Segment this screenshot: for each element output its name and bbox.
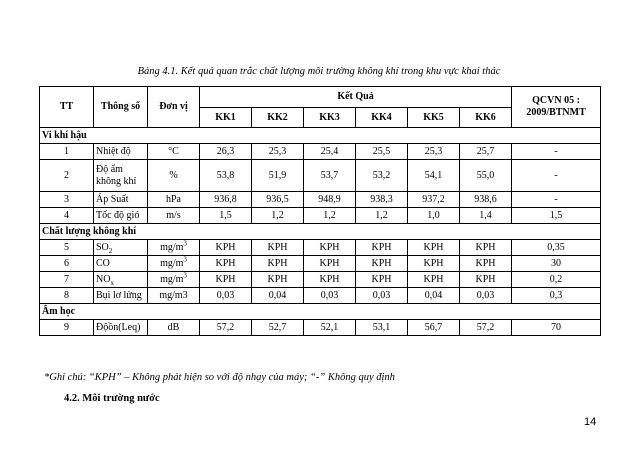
value-cell: 25,4: [304, 144, 356, 160]
value-cell: 937,2: [408, 192, 460, 208]
value-cell: 1,4: [460, 208, 512, 224]
value-cell: 26,3: [200, 144, 252, 160]
value-cell: 1,2: [356, 208, 408, 224]
value-cell: 1,5: [200, 208, 252, 224]
value-cell: KPH: [356, 272, 408, 288]
value-cell: 948,9: [304, 192, 356, 208]
unit: [148, 160, 200, 192]
param-label: NO: [96, 273, 111, 285]
row-number: 8: [40, 288, 94, 304]
value-cell: 936,5: [252, 192, 304, 208]
unit-label: dB: [167, 321, 180, 333]
row-number: 1: [40, 144, 94, 160]
standard-cell: 0,35: [512, 240, 601, 256]
value-cell: 0,04: [408, 288, 460, 304]
value-cell: KPH: [408, 240, 460, 256]
unit-superscript: 3: [183, 271, 187, 280]
standard-cell: 1,5: [512, 208, 601, 224]
unit: [148, 288, 200, 304]
header-tt: TT: [40, 87, 94, 128]
header-site: KK2: [252, 108, 304, 128]
unit-superscript: 3: [183, 255, 187, 264]
table-row: [40, 272, 601, 288]
unit-label: mg/m: [160, 257, 184, 269]
value-cell: 56,7: [408, 320, 460, 336]
value-cell: KPH: [252, 256, 304, 272]
table-row: [40, 208, 601, 224]
value-cell: KPH: [252, 240, 304, 256]
value-cell: 53,7: [304, 160, 356, 192]
row-number: 5: [40, 240, 94, 256]
table-row: [40, 144, 601, 160]
section-title: Chất lượng không khí: [40, 224, 601, 240]
param-label-line2: không khí: [96, 175, 137, 187]
param-label: CO: [96, 257, 110, 269]
value-cell: KPH: [460, 272, 512, 288]
unit: [148, 256, 200, 272]
header-site: KK4: [356, 108, 408, 128]
unit-label: mg/m: [160, 241, 184, 253]
value-cell: 25,3: [252, 144, 304, 160]
value-cell: 57,2: [200, 320, 252, 336]
value-cell: 25,3: [408, 144, 460, 160]
table-row: [40, 288, 601, 304]
value-cell: KPH: [252, 272, 304, 288]
value-cell: KPH: [460, 240, 512, 256]
row-number: 3: [40, 192, 94, 208]
value-cell: 0,03: [304, 288, 356, 304]
row-number: 6: [40, 256, 94, 272]
header-param: Thông số: [94, 87, 148, 128]
value-cell: 0,03: [356, 288, 408, 304]
footnote: *Ghi chú: “KPH” – Không phát hiện so với độ nhạy của máy; “-” Không quy định: [44, 372, 395, 383]
value-cell: KPH: [408, 256, 460, 272]
value-cell: KPH: [304, 256, 356, 272]
unit-label: %: [169, 169, 178, 181]
value-cell: 52,7: [252, 320, 304, 336]
value-cell: 0,03: [200, 288, 252, 304]
page-number: 14: [584, 416, 597, 428]
param-name: [94, 144, 148, 160]
value-cell: 1,0: [408, 208, 460, 224]
table-row: [40, 160, 601, 192]
header-site: KK6: [460, 108, 512, 128]
value-cell: 1,2: [252, 208, 304, 224]
param-name: [94, 256, 148, 272]
standard-cell: 70: [512, 320, 601, 336]
table-row: [40, 320, 601, 336]
value-cell: KPH: [408, 272, 460, 288]
param-label: Độ ẩm: [96, 163, 123, 175]
table-row: [40, 240, 601, 256]
header-unit: Đơn vị: [148, 87, 200, 128]
value-cell: 52,1: [304, 320, 356, 336]
param-name: [94, 208, 148, 224]
unit: [148, 320, 200, 336]
table-row: [40, 256, 601, 272]
unit: [148, 144, 200, 160]
value-cell: 51,9: [252, 160, 304, 192]
unit: [148, 240, 200, 256]
table-row: [40, 192, 601, 208]
section-heading: 4.2. Môi trường nước: [64, 393, 160, 404]
section-title: Âm học: [40, 304, 601, 320]
unit: [148, 192, 200, 208]
value-cell: KPH: [356, 256, 408, 272]
param-name: [94, 288, 148, 304]
value-cell: 54,1: [408, 160, 460, 192]
param-label: Tốc độ gió: [96, 209, 140, 221]
value-cell: 53,1: [356, 320, 408, 336]
param-name: [94, 192, 148, 208]
value-cell: 25,5: [356, 144, 408, 160]
row-number: 2: [40, 160, 94, 192]
param-label: Bụi lơ lửng: [96, 289, 142, 301]
value-cell: 53,2: [356, 160, 408, 192]
row-number: 9: [40, 320, 94, 336]
header-standard: QCVN 05 : 2009/BTNMT: [512, 87, 601, 128]
param-label: Áp Suất: [96, 193, 129, 205]
param-label: Độồn(Leq): [96, 321, 141, 333]
value-cell: KPH: [304, 240, 356, 256]
value-cell: 53,8: [200, 160, 252, 192]
standard-cell: -: [512, 192, 601, 208]
header-site: KK1: [200, 108, 252, 128]
header-site: KK5: [408, 108, 460, 128]
row-number: 7: [40, 272, 94, 288]
value-cell: 0,03: [460, 288, 512, 304]
section-row: [40, 128, 601, 144]
results-table: [39, 86, 601, 336]
table-caption: Bảng 4.1. Kết quả quan trắc chất lượng môi trường không khí trong khu vực khai thác: [137, 66, 501, 77]
standard-cell: 30: [512, 256, 601, 272]
param-name: [94, 240, 148, 256]
value-cell: 938,6: [460, 192, 512, 208]
unit-label: hPa: [166, 193, 181, 205]
value-cell: 936,8: [200, 192, 252, 208]
unit-label: mg/m3: [159, 289, 188, 301]
value-cell: KPH: [200, 272, 252, 288]
unit-superscript: 3: [183, 239, 187, 248]
param-name: [94, 272, 148, 288]
param-subscript: x: [110, 278, 114, 287]
param-subscript: 2: [108, 246, 113, 255]
row-number: 4: [40, 208, 94, 224]
value-cell: 57,2: [460, 320, 512, 336]
header-results: Kết Quả: [200, 87, 512, 108]
value-cell: 25,7: [460, 144, 512, 160]
value-cell: KPH: [460, 256, 512, 272]
unit-label: mg/m: [160, 273, 184, 285]
param-name: [94, 160, 148, 192]
value-cell: 0,04: [252, 288, 304, 304]
param-label: Nhiệt độ: [96, 145, 131, 157]
standard-cell: -: [512, 144, 601, 160]
standard-cell: 0,2: [512, 272, 601, 288]
value-cell: KPH: [200, 256, 252, 272]
standard-cell: -: [512, 160, 601, 192]
unit: [148, 208, 200, 224]
value-cell: KPH: [200, 240, 252, 256]
section-row: [40, 304, 601, 320]
standard-cell: 0,3: [512, 288, 601, 304]
section-title: Vi khí hậu: [40, 128, 601, 144]
header-site: KK3: [304, 108, 356, 128]
value-cell: 55,0: [460, 160, 512, 192]
section-row: [40, 224, 601, 240]
value-cell: KPH: [304, 272, 356, 288]
value-cell: KPH: [356, 240, 408, 256]
unit-label: °C: [168, 145, 179, 157]
value-cell: 938,3: [356, 192, 408, 208]
param-label: SO: [96, 241, 109, 253]
value-cell: 1,2: [304, 208, 356, 224]
param-name: [94, 320, 148, 336]
unit: [148, 272, 200, 288]
unit-label: m/s: [166, 209, 181, 221]
